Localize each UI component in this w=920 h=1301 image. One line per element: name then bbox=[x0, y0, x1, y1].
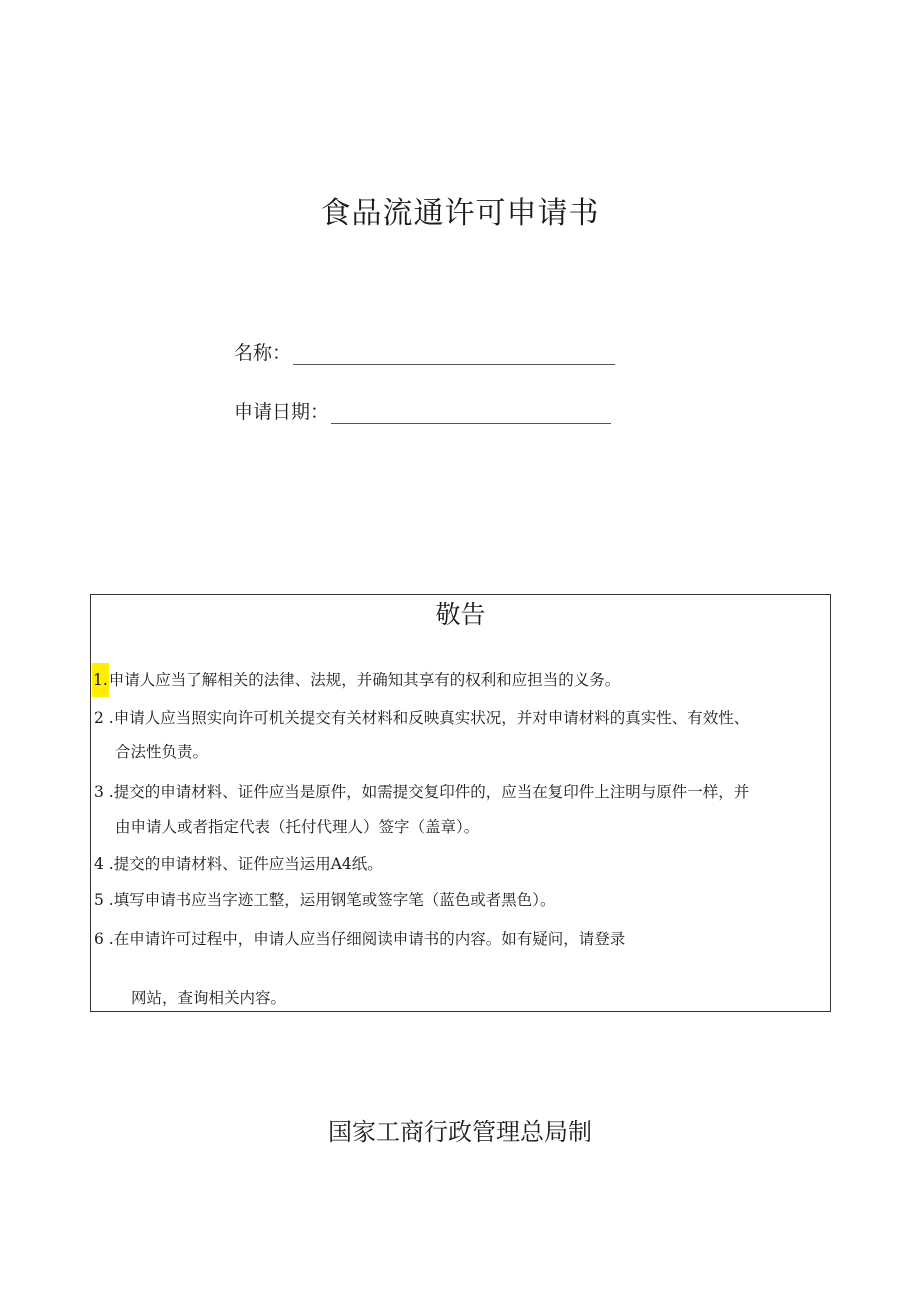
notice-item-6-continued: 网站，查询相关内容。 bbox=[131, 989, 287, 1007]
date-field-row bbox=[234, 397, 611, 424]
notice-item-text: 申请人应当了解相关的法律、法规，并确知其享有的权利和应担当的义务。 bbox=[108, 671, 621, 689]
notice-item-number: 1. bbox=[92, 663, 109, 697]
notice-item-text: .在申请许可过程中，申请人应当仔细阅读申请书的内容。如有疑问，请登录 bbox=[103, 930, 626, 948]
issuing-authority: 国家工商行政管理总局制 bbox=[328, 1118, 592, 1146]
notice-item-number: 6 bbox=[94, 930, 104, 948]
name-field-row bbox=[234, 338, 615, 365]
notice-item-text: .填写申请书应当字迹工整，运用钢笔或签字笔（蓝色或者黑色）。 bbox=[103, 891, 556, 909]
notice-item-4 bbox=[94, 853, 383, 875]
notice-item-2-continued: 合法性负责。 bbox=[115, 743, 209, 761]
name-label: 名称： bbox=[234, 342, 292, 364]
notice-item-2 bbox=[94, 707, 749, 729]
notice-item-text: .提交的申请材料、证件应当是原件，如需提交复印件的，应当在复印件上注明与原件一样，并 bbox=[103, 783, 750, 801]
notice-item-number: 4 bbox=[94, 855, 104, 873]
name-blank-line[interactable] bbox=[293, 346, 615, 365]
notice-item-number: 5 bbox=[94, 891, 104, 909]
date-blank-line[interactable] bbox=[331, 405, 611, 424]
notice-item-3 bbox=[94, 781, 749, 803]
notice-item-1 bbox=[91, 663, 620, 697]
notice-item-number: 3 bbox=[94, 783, 104, 801]
notice-item-text: .提交的申请材料、证件应当运用A4纸。 bbox=[103, 855, 383, 873]
notice-item-5 bbox=[94, 889, 555, 911]
notice-item-3-continued: 由申请人或者指定代表（托付代理人）签字（盖章）。 bbox=[115, 818, 480, 836]
notice-box bbox=[90, 594, 831, 1012]
notice-title: 敬告 bbox=[435, 600, 486, 629]
notice-item-6 bbox=[94, 928, 625, 950]
date-label: 申请日期： bbox=[234, 401, 330, 423]
notice-item-text: .申请人应当照实向许可机关提交有关材料和反映真实状况，并对申请材料的真实性、有效性、 bbox=[103, 709, 750, 727]
notice-item-number: 2 bbox=[94, 709, 104, 727]
document-title: 食品流通许可申请书 bbox=[320, 196, 600, 231]
